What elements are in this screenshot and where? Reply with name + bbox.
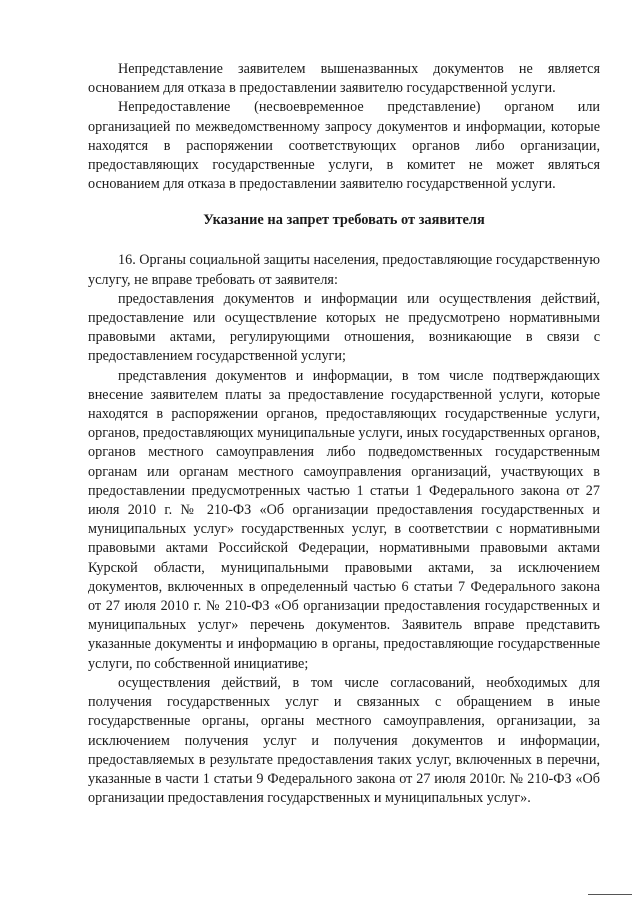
paragraph-documents-provision: предоставления документов и информации или осуществления действий, предоставление или осуществление которых не предусмотрено нормативными правовыми актами, регулирующими отношения, возникающие в связи с предоставлением государственной услуги; [88, 290, 600, 365]
document-page [88, 60, 600, 808]
paragraph-16-intro: 16. Органы социальной защиты населения, предоставляющие государственную услугу, не вправе требовать от заявителя: [88, 252, 600, 288]
footer-divider [588, 894, 632, 895]
paragraph-non-provision: Непредоставление (несвоевременное представление) органом или организацией по межведомственному запросу документов и информации, которые находятся в распоряжении соответствующих органов либо организации, предоставляющих государственные услуги, в комитет не может являться основанием для отказа в предоставлении заявителю государственной услуги. [88, 99, 600, 193]
paragraph-documents-representation: представления документов и информации, в том числе подтверждающих внесение заявителем платы за предоставление государственной услуги, которые находятся в распоряжении органов, предоставляющих государственные услуги, органов, предоставляющих муниципальные услуги, иных государственных органов, органов местного самоуправления либо подведомственных государственным органам или органам местного самоуправления организаций, участвующих в предоставлении предусмотренных частью 1 статьи 1 Федерального закона от 27 июля 2010 г. № 210-ФЗ «Об организации предоставления государственных и муниципальных услуг» государственных услуг, в соответствии с нормативными правовыми актами Российской Федерации, нормативными правовыми актами Курской области, муниципальными правовыми актами, за исключением документов, включенных в определенный частью 6 статьи 7 Федерального закона от 27 июля 2010 г. № 210-ФЗ «Об организации предоставления государственных и муниципальных услуг» перечень документов. Заявитель вправе представить указанные документы и информацию в органы, предоставляющие государственные услуги, по собственной инициативе; [88, 367, 600, 672]
paragraph-actions: осуществления действий, в том числе согласований, необходимых для получения государственных услуг и связанных с обращением в иные государственные органы, органы местного самоуправления, организации, за исключением получения услуг и получения документов и информации, предоставляемых в результате предоставления таких услуг, включенных в перечни, указанные в части 1 статьи 9 Федерального закона от 27 июля 2010г. № 210-ФЗ «Об организации предоставления государственных и муниципальных услуг». [88, 674, 600, 807]
section-heading: Указание на запрет требовать от заявителя [203, 212, 485, 229]
paragraph-non-submission: Непредставление заявителем вышеназванных документов не является основанием для отказа в предоставлении заявителю государственной услуги. [88, 61, 600, 97]
